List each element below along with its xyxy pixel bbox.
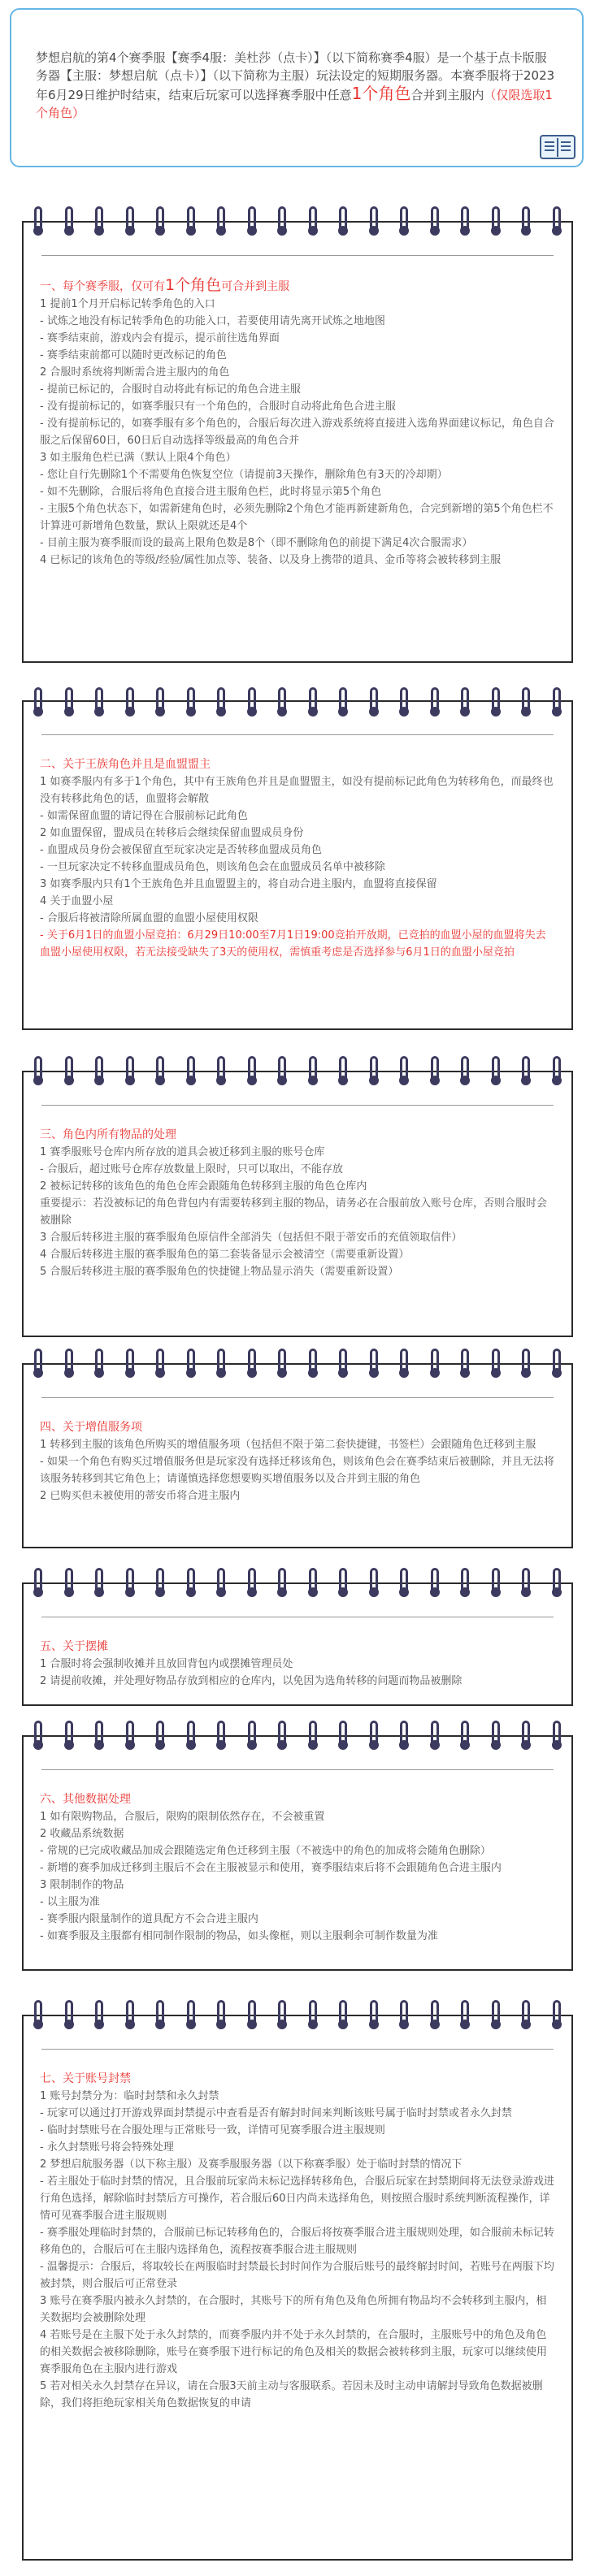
section-line: - 一旦玩家决定不转移血盟成员角色，则该角色会在血盟成员名单中被移除 xyxy=(40,861,385,873)
section-card-5 xyxy=(22,1582,573,1706)
section-title: 六、其他数据处理 xyxy=(40,1793,131,1806)
section-line: 重要提示：若没被标记的角色背包内有需要转移到主服的物品，请务必在合服前放入账号仓库，否则合服时会被删除 xyxy=(40,1197,548,1227)
section-card-4 xyxy=(22,1363,573,1548)
section-line: - 如果一个角色有购买过增值服务但是玩家没有选择迁移该角色，则该角色会在赛季结束后被删除，并且无法将该服务转移到其它角色上；请谨慎选择您想要购买增值服务以及合并到主服的角色 xyxy=(40,1456,554,1485)
section-line: - 以主服为准 xyxy=(40,1896,100,1908)
section-line: 5 若对相关永久封禁存在异议，请在合服3天前主动与客服联系。若因未及时主动申请解封导致角色数据被删除，我们将拒绝玩家相关角色数据恢复的申请 xyxy=(40,2380,543,2409)
section-title: 一、每个赛季服，仅可有1个角色可合并到主服 xyxy=(40,276,290,294)
section-line: - 临时封禁账号在合服处理与正常账号一致，详情可见赛季服合进主服规则 xyxy=(40,2124,385,2137)
section-line: - 合服后将被清除所属血盟的血盟小屋使用权限 xyxy=(40,912,258,924)
divider xyxy=(41,734,554,735)
intro-text xyxy=(36,49,558,122)
section-line: - 新增的赛季加成迁移到主服后不会在主服被显示和使用，赛季服结束后将不会跟随角色合进主服内 xyxy=(40,1862,502,1874)
section-line: - 玩家可以通过打开游戏界面封禁提示中查看是否有解封时间来判断该账号属于临时封禁或者永久封禁 xyxy=(40,2107,512,2119)
book-icon xyxy=(540,135,575,159)
section-line: 3 如赛季服内只有1个王族角色并且血盟盟主的，将自动合进主服内，血盟将直接保留 xyxy=(40,878,437,890)
section-title: 五、关于摆摊 xyxy=(40,1640,108,1653)
section-line: 3 合服后转移进主服的赛季服角色原信件全部消失（包括但不限于蒂安币的充值领取信件） xyxy=(40,1232,463,1244)
section-title: 四、关于增值服务项 xyxy=(40,1421,142,1434)
section-line: - 赛季结束前，游戏内会有提示，提示前往选角界面 xyxy=(40,332,280,344)
section-line: - 永久封禁账号将会特殊处理 xyxy=(40,2141,174,2154)
section-line: 2 合服时系统将判断需合进主服内的角色 xyxy=(40,366,230,379)
section-card-1 xyxy=(22,221,573,663)
section-card-6 xyxy=(22,1735,573,1971)
section-line: 4 合服后转移进主服的赛季服角色的第二套装备显示会被清空（需要重新设置） xyxy=(40,1249,410,1261)
section-line: - 血盟成员身份会被保留直至玩家决定是否转移血盟成员角色 xyxy=(40,844,322,856)
section-line: 4 若账号是在主服下处于永久封禁的，而赛季服内并不处于永久封禁的，在合服时，主服账号中的角色及角色的相关数据会被移除删除，账号在赛季服下进行标记的角色及相关的数据会被转移到主服，玩家可以继续使用赛季服角色在主服内进行游戏 xyxy=(40,2329,548,2375)
section-line: 3 限制制作的物品 xyxy=(40,1879,124,1891)
section-line: - 如赛季服及主服都有相同制作限制的物品，如头像框，则以主服剩余可制作数量为准 xyxy=(40,1930,438,1942)
divider xyxy=(41,2049,554,2050)
section-line: 2 收藏品系统数据 xyxy=(40,1828,124,1840)
section-line: - 温馨提示：合服后，将取较长在两服临时封禁最长封时间作为合服后账号的最终解封时间，若账号在两服下均被封禁，则合服后可正常登录 xyxy=(40,2261,554,2290)
section-line: 2 已购买但未被使用的蒂安币将合进主服内 xyxy=(40,1490,241,1502)
section-line: 4 关于血盟小屋 xyxy=(40,895,114,907)
section-line: - 赛季服处理临时封禁的，合服前已标记转移角色的，合服后将按赛季服合进主服规则处理，如合服前未标记转移角色的，合服后可在主服内选择角色，流程按赛季服合进主服规则 xyxy=(40,2227,554,2256)
section-line: 2 被标记转移的该角色的角色仓库会跟随角色转移到主服的角色仓库内 xyxy=(40,1180,367,1193)
section-line: - 若主服处于临时封禁的情况，且合服前玩家尚未标记选择转移角色，合服后玩家在封禁期间将无法登录游戏进行角色选择，解除临时封禁后方可操作，若合服后60日内尚未选择角色，则按照合服时系统判断流程操作，详情可见赛季服合进主服规则 xyxy=(40,2176,554,2222)
divider xyxy=(41,1105,554,1106)
section-card-3 xyxy=(22,1071,573,1337)
section-warning: - 关于6月1日的血盟小屋竞拍：6月29日10:00至7月1日19:00竞拍开放期，已竞拍的血盟小屋的血盟将失去血盟小屋使用权限，若无法接受缺失了3天的使用权，需慎重考虑是否选择参与6月1日的血盟小屋竞拍 xyxy=(40,929,546,959)
section-line: 1 账号封禁分为：临时封禁和永久封禁 xyxy=(40,2090,219,2102)
section-title: 二、关于王族角色并且是血盟盟主 xyxy=(40,758,211,771)
section-line: 2 如血盟保留，盟成员在转移后会继续保留血盟成员身份 xyxy=(40,827,304,839)
section-line: - 常规的已完成收藏品加成会跟随选定角色迁移到主服（不被选中的角色的加成将会随角色删除） xyxy=(40,1845,491,1857)
divider xyxy=(41,1397,554,1398)
section-line: 1 提前1个月开启标记转季角色的入口 xyxy=(40,298,215,310)
intro-highlight-role: 1个角色 xyxy=(351,84,411,103)
section-title: 三、角色内所有物品的处理 xyxy=(40,1128,176,1141)
section-line: - 没有提前标记的，如赛季服只有一个角色的，合服时自动将此角色合进主服 xyxy=(40,400,396,413)
section-line: - 如不先删除，合服后将角色直接合进主服角色栏，此时将显示第5个角色 xyxy=(40,486,382,498)
section-card-7 xyxy=(22,2015,573,2561)
section-line: - 赛季服内限量制作的道具配方不会合进主服内 xyxy=(40,1913,258,1925)
section-line: 1 转移到主服的该角色所购买的增值服务项（包括但不限于第二套快捷键，书签栏）会跟随角色迁移到主服 xyxy=(40,1439,536,1451)
intro-box xyxy=(10,8,584,167)
section-line: 3 账号在赛季服内被永久封禁的，在合服时，其账号下的所有角色及角色所拥有物品均不会转移到主服内，相关数据均会被删除处理 xyxy=(40,2295,547,2324)
section-line: 4 已标记的该角色的等级/经验/属性加点等、装备、以及身上携带的道具、金币等将会被转移到主服 xyxy=(40,554,502,566)
section-line: - 合服后，超过账号仓库存放数量上限时，只可以取出，不能存放 xyxy=(40,1163,343,1175)
section-title: 七、关于账号封禁 xyxy=(40,2072,131,2085)
intro-highlight-note: （仅限选取1个角色） xyxy=(36,88,553,120)
section-line: - 如需保留血盟的请记得在合服前标记此角色 xyxy=(40,810,248,822)
section-line: 2 梦想启航服务器（以下称主服）及赛季服服务器（以下称赛季服）处于临时封禁的情况下 xyxy=(40,2158,463,2171)
section-line: - 提前已标记的，合服时自动将此有标记的角色合进主服 xyxy=(40,383,301,396)
section-card-2 xyxy=(22,700,573,1030)
section-line: - 目前主服为赛季服而设的最高上限角色数是8个（即不删除角色的前提下满足4次合服需求） xyxy=(40,537,473,549)
section-line: - 没有提前标记的，如赛季服有多个角色的，合服后每次进入游戏系统将直接进入选角界面建议标记，角色自合服之后保留60日，60日后自动选择等级最高的角色合并 xyxy=(40,418,554,447)
intro-text-main: 梦想启航的第4个赛季服【赛季4服：美杜莎（点卡）】（以下简称赛季4服）是一个基于点卡版服务器【主服：梦想启航（点卡）】（以下简称为主服）玩法设定的短期服务器。本赛季服将于2023年6月29日维护时结束，结束后玩家可以选择赛季服中任意 xyxy=(36,50,555,102)
section-line: 1 合服时将会强制收摊并且放回背包内或摆摊管理员处 xyxy=(40,1658,293,1670)
section-line: - 您让自行先删除1个不需要角色恢复空位（请提前3天操作，删除角色有3天的冷却期） xyxy=(40,469,448,481)
section-line: 1 如赛季服内有多于1个角色，其中有王族角色并且是血盟盟主，如没有提前标记此角色为转移角色，而最终也没有转移此角色的话，血盟将会解散 xyxy=(40,776,554,805)
section-line: 2 请提前收摊，并处理好物品存放到相应的仓库内，以免因为选角转移的问题而物品被删除 xyxy=(40,1675,463,1687)
section-line: - 试炼之地没有标记转季角色的功能入口，若要使用请先离开试炼之地地图 xyxy=(40,315,385,327)
section-line: 1 赛季服账号仓库内所存放的道具会被迁移到主服的账号仓库 xyxy=(40,1146,325,1158)
section-line: 1 如有限购物品，合服后，限购的限制依然存在，不会被重置 xyxy=(40,1811,325,1823)
divider xyxy=(41,1769,554,1770)
divider xyxy=(41,255,554,256)
section-line: 5 合服后转移进主服的赛季服角色的快捷键上物品显示消失（需要重新设置） xyxy=(40,1266,399,1278)
section-line: - 主服5个角色状态下，如需新建角色时，必须先删除2个角色才能再新建新角色，合完到新增的第5个角色栏不计算进可新增角色数量，默认上限就还是4个 xyxy=(40,503,554,532)
section-line: 3 如主服角色栏已满（默认上限4个角色） xyxy=(40,452,237,464)
section-line: - 赛季结束前都可以随时更改标记的角色 xyxy=(40,349,227,362)
intro-text-tail: 合并到主服内 xyxy=(410,88,484,102)
